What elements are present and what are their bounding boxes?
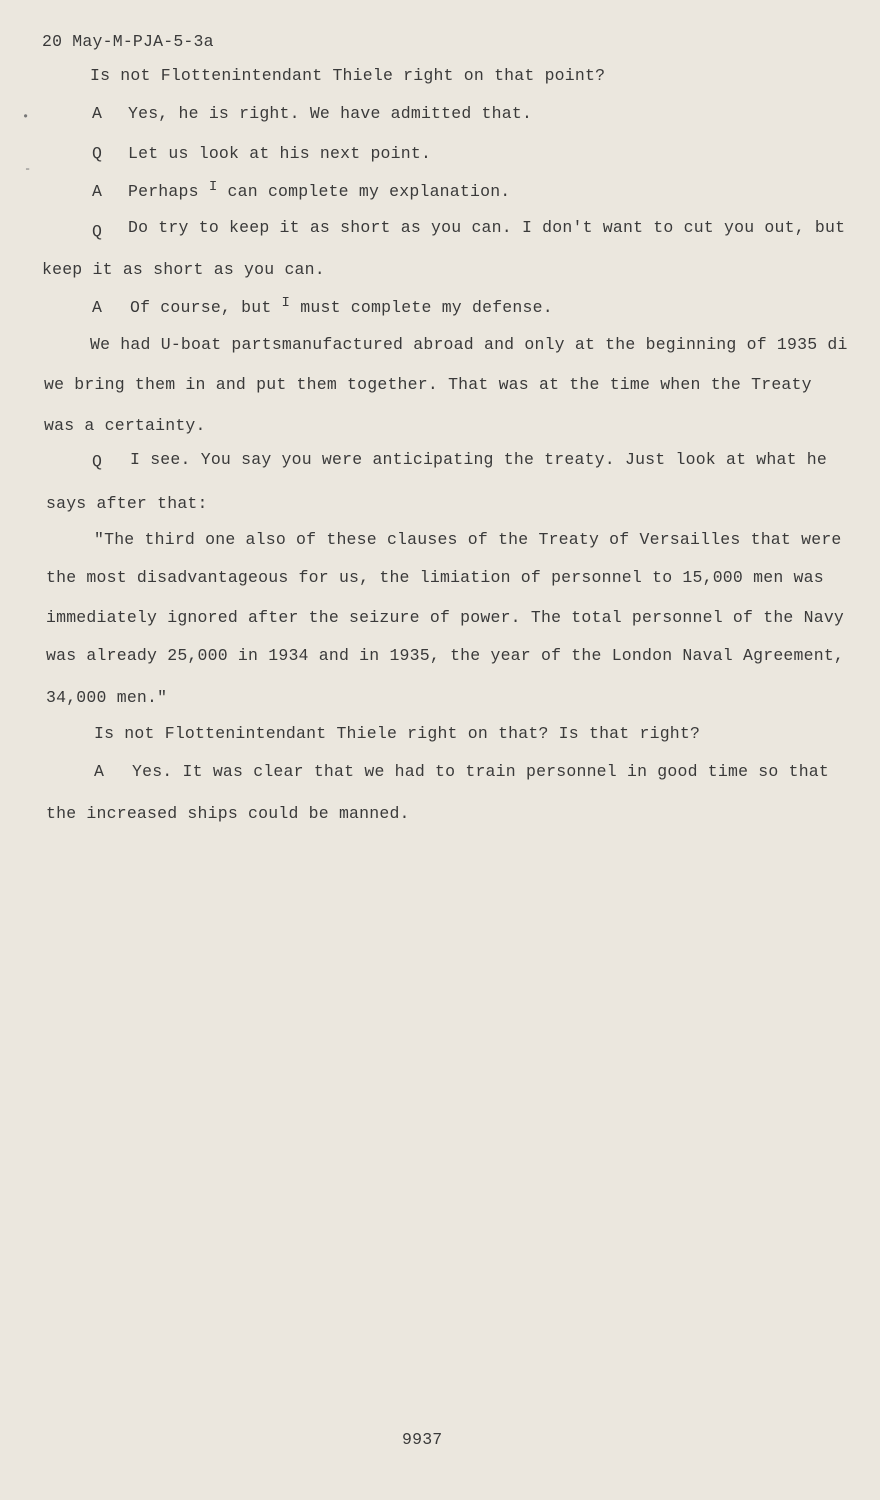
answer-text-part: can complete my explanation. <box>227 182 511 201</box>
margin-mark: - <box>24 162 32 176</box>
answer-text: the increased ships could be manned. <box>46 804 410 823</box>
quoted-text: was already 25,000 in 1934 and in 1935, the year of the London Naval Agreement, <box>46 646 845 665</box>
speaker-label: Q <box>92 452 103 471</box>
answer-text-part: Perhaps <box>128 182 199 201</box>
superscript-pronoun: I <box>281 295 291 311</box>
question-text: Is not Flottenintendant Thiele right on that? Is that right? <box>94 724 701 743</box>
speaker-label: Q <box>92 144 103 163</box>
speaker-label: A <box>94 762 105 781</box>
answer-text: Yes, he is right. We have admitted that. <box>128 104 533 123</box>
quoted-text: the most disadvantageous for us, the limiation of personnel to 15,000 men was <box>46 568 824 587</box>
margin-mark: • <box>22 110 30 124</box>
answer-text <box>128 179 511 203</box>
quoted-text: immediately ignored after the seizure of power. The total personnel of the Navy <box>46 608 845 627</box>
question-text: Let us look at his next point. <box>128 144 432 163</box>
question-text: I see. You say you were anticipating the treaty. Just look at what he <box>130 450 828 469</box>
answer-text-part: must complete my defense. <box>300 298 553 317</box>
question-text: keep it as short as you can. <box>42 260 325 279</box>
answer-text <box>130 295 553 319</box>
answer-text: We had U-boat partsmanufactured abroad and only at the beginning of 1935 di <box>90 335 848 354</box>
speaker-label: A <box>92 298 103 317</box>
answer-text-part: Of course, but <box>130 298 272 317</box>
speaker-label: Q <box>92 222 103 241</box>
answer-text: was a certainty. <box>44 416 206 435</box>
page-number: 9937 <box>402 1430 443 1449</box>
question-text: says after that: <box>46 494 208 513</box>
superscript-pronoun: I <box>208 179 218 195</box>
question-text: Do try to keep it as short as you can. I don't want to cut you out, but <box>128 218 846 237</box>
quoted-text: 34,000 men." <box>46 688 168 707</box>
header-reference: 20 May-M-PJA-5-3a <box>42 32 214 51</box>
speaker-label: A <box>92 182 103 201</box>
paragraph-question: Is not Flottenintendant Thiele right on that point? <box>90 66 606 85</box>
answer-text: we bring them in and put them together. That was at the time when the Treaty <box>44 375 812 394</box>
speaker-label: A <box>92 104 103 123</box>
answer-text: Yes. It was clear that we had to train personnel in good time so that <box>132 762 830 781</box>
quoted-text: "The third one also of these clauses of the Treaty of Versailles that were <box>94 530 842 549</box>
